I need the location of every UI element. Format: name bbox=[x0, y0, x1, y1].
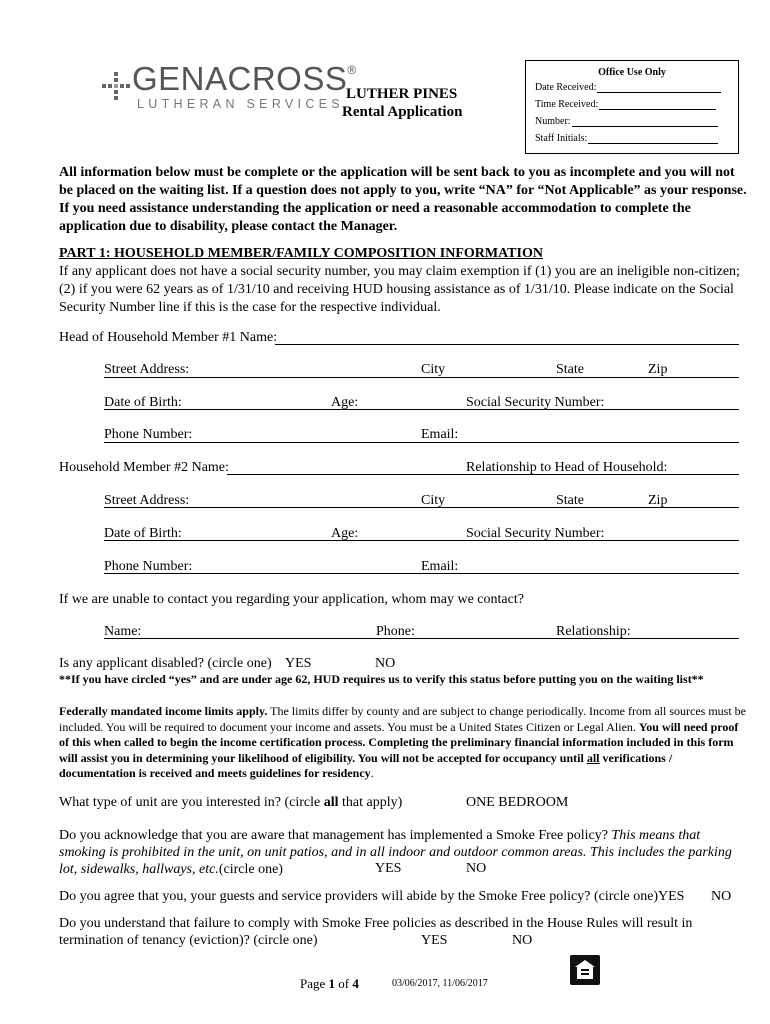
smoke-agree-yes-option[interactable]: YES bbox=[658, 889, 685, 904]
member1-name-label: Head of Household Member #1 Name: bbox=[59, 330, 278, 345]
part1-paragraph: If any applicant does not have a social security number, you may claim exemption if (1) you are an ineligible non-citizen; (2) if you were 62 years as of 1/31/10 and receiving HUD housing assistance as of 1/31/10. Please indicate on the Social Security Number line if this is the case for the respective individual. bbox=[59, 264, 740, 315]
revision-dates: 03/06/2017, 11/06/2017 bbox=[392, 978, 488, 989]
member1-state-label: State bbox=[556, 362, 584, 377]
contact-question: If we are unable to contact you regarding your application, whom may we contact? bbox=[59, 592, 524, 607]
member2-phone-line[interactable] bbox=[104, 573, 739, 574]
unit-question: What type of unit are you interested in? (circle all that apply) bbox=[59, 795, 403, 810]
logo-subtitle: LUTHERAN SERVICES bbox=[137, 97, 344, 111]
member2-age-label: Age: bbox=[331, 526, 359, 541]
member1-zip-label: Zip bbox=[648, 362, 668, 377]
contact-name-label: Name: bbox=[104, 624, 142, 639]
member1-ssn-label: Social Security Number: bbox=[466, 395, 605, 410]
unit-option-one-bedroom[interactable]: ONE BEDROOM bbox=[466, 795, 569, 810]
page-number: Page 1 of 4 bbox=[300, 976, 359, 991]
staff-initials-field[interactable]: Staff Initials: bbox=[535, 132, 718, 144]
part1-heading: PART 1: HOUSEHOLD MEMBER/FAMILY COMPOSITION INFORMATION bbox=[59, 246, 543, 261]
member2-email-label: Email: bbox=[421, 559, 459, 574]
smoke-eviction-no-option[interactable]: NO bbox=[512, 933, 533, 948]
genacross-cross-icon bbox=[100, 70, 132, 102]
contact-phone-label: Phone: bbox=[376, 624, 415, 639]
property-name: LUTHER PINES bbox=[346, 86, 458, 102]
logo-name: GENACROSS® bbox=[132, 60, 357, 97]
member2-street-label: Street Address: bbox=[104, 493, 190, 508]
member1-email-label: Email: bbox=[421, 427, 459, 442]
date-received-field[interactable]: Date Received: bbox=[535, 81, 721, 93]
smoke-agree-question: Do you agree that you, your guests and service providers will abide by the Smoke Free policy? (circle one) bbox=[59, 889, 659, 904]
time-received-field[interactable]: Time Received: bbox=[535, 98, 716, 110]
contact-relationship-label: Relationship: bbox=[556, 624, 631, 639]
disabled-yes-option[interactable]: YES bbox=[285, 656, 312, 671]
member1-phone-line[interactable] bbox=[104, 442, 739, 443]
intro-paragraph: All information below must be complete or the application will be sent back to you as incomplete and you will not be placed on the waiting list. If a question does not apply to you, write “NA” for “Not Applicable” as your response. If you need assistance understanding the application or need a reasonable accommodation to complete the application due to disability, please contact the Manager. bbox=[59, 165, 747, 234]
member1-address-line[interactable] bbox=[104, 377, 739, 378]
member1-street-label: Street Address: bbox=[104, 362, 190, 377]
income-paragraph: Federally mandated income limits apply. The limits differ by county and are subject to change periodically. Income from all sources must be included. You will be required to document your income and assets. You must be a United States Citizen or Legal Alien. You will need proof of this when called to begin the income certification process. Completing the preliminary financial information included in this form will assist you in determining your likelihood of eligibility. You will not be accepted for occupancy until all verifications / documentation is received and meets guidelines for residency. bbox=[59, 704, 746, 780]
member2-address-line[interactable] bbox=[104, 507, 739, 508]
disabled-note: **If you have circled “yes” and are under age 62, HUD requires us to verify this status before putting you on the waiting list** bbox=[59, 672, 704, 686]
equal-housing-opportunity-icon bbox=[570, 955, 600, 985]
member2-state-label: State bbox=[556, 493, 584, 508]
member1-phone-label: Phone Number: bbox=[104, 427, 193, 442]
smoke-agree-no-option[interactable]: NO bbox=[711, 889, 732, 904]
member2-name-label: Household Member #2 Name: bbox=[59, 460, 229, 475]
smoke-ack-question: Do you acknowledge that you are aware that management has implemented a Smoke Free policy? This means that smoking is prohibited in the unit, on unit patios, and in all indoor and outdoor common areas. This includes the parking lot, sidewalks, hallways, etc.(circle one) bbox=[59, 828, 732, 877]
member2-dob-label: Date of Birth: bbox=[104, 526, 182, 541]
form-title: Rental Application bbox=[342, 104, 463, 120]
member2-phone-label: Phone Number: bbox=[104, 559, 193, 574]
member1-city-label: City bbox=[421, 362, 446, 377]
smoke-eviction-question-line1: Do you understand that failure to comply with Smoke Free policies as described in the House Rules will result in bbox=[59, 916, 693, 931]
office-use-box bbox=[525, 60, 739, 154]
number-field[interactable]: Number: bbox=[535, 115, 718, 127]
member1-dob-label: Date of Birth: bbox=[104, 395, 182, 410]
member2-name-line[interactable] bbox=[227, 474, 739, 475]
member1-dob-line[interactable] bbox=[104, 409, 739, 410]
disabled-question: Is any applicant disabled? (circle one) bbox=[59, 656, 272, 671]
member2-zip-label: Zip bbox=[648, 493, 668, 508]
member2-relationship-label: Relationship to Head of Household: bbox=[466, 460, 668, 475]
member2-ssn-label: Social Security Number: bbox=[466, 526, 605, 541]
member2-city-label: City bbox=[421, 493, 446, 508]
office-use-title: Office Use Only bbox=[598, 67, 666, 78]
member1-name-line[interactable] bbox=[275, 344, 739, 345]
smoke-ack-no-option[interactable]: NO bbox=[466, 861, 487, 876]
member1-age-label: Age: bbox=[331, 395, 359, 410]
contact-line[interactable] bbox=[104, 638, 739, 639]
member2-dob-line[interactable] bbox=[104, 540, 739, 541]
disabled-no-option[interactable]: NO bbox=[375, 656, 396, 671]
smoke-ack-yes-option[interactable]: YES bbox=[375, 861, 402, 876]
smoke-eviction-question-line2: termination of tenancy (eviction)? (circle one) bbox=[59, 933, 318, 948]
smoke-eviction-yes-option[interactable]: YES bbox=[421, 933, 448, 948]
